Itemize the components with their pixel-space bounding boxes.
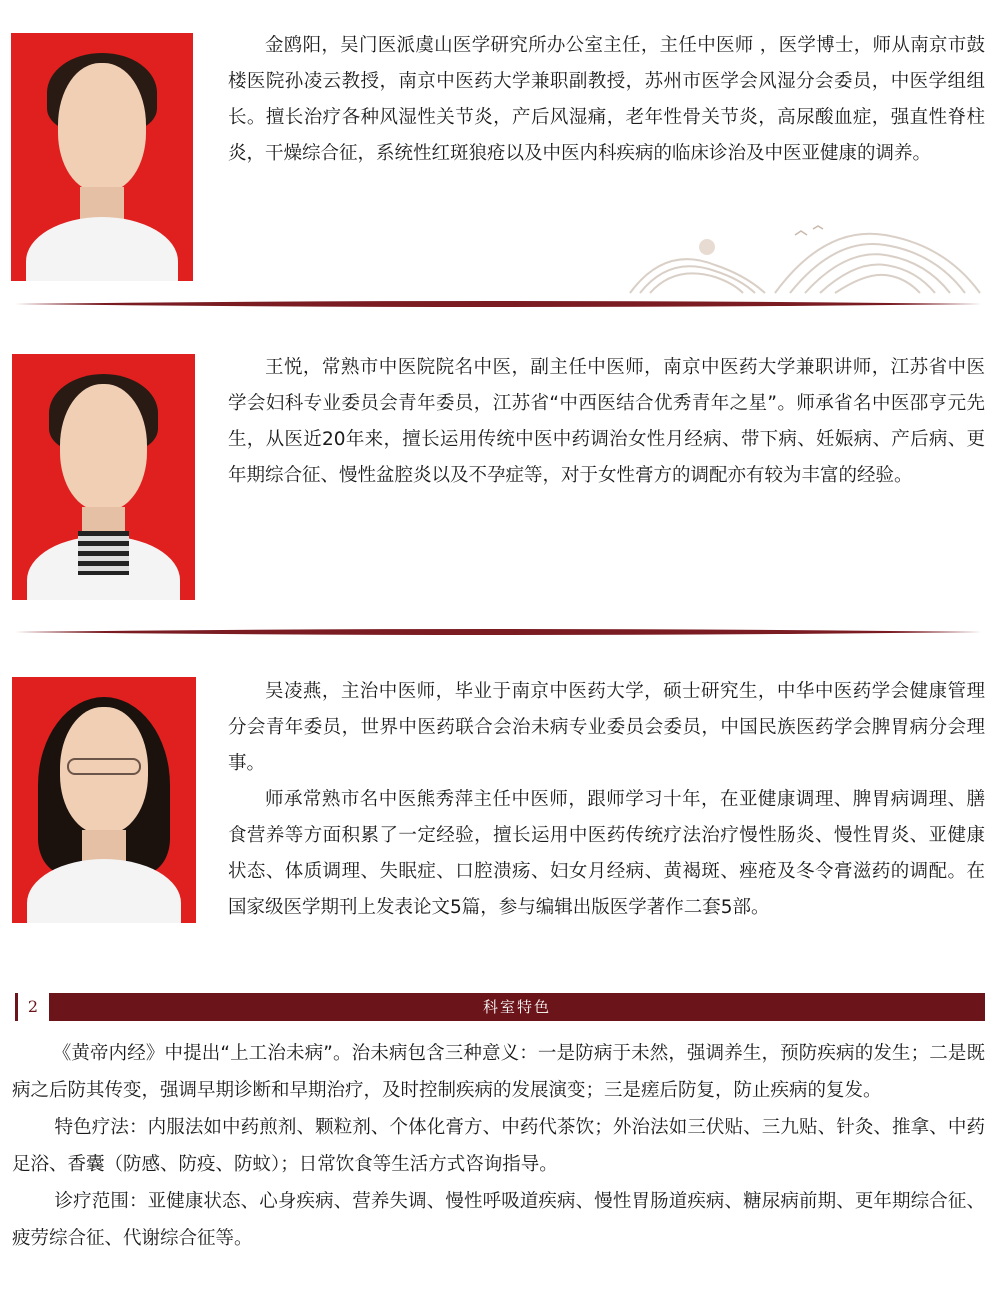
doctor-bio-3-text: 吴凌燕，主治中医师，毕业于南京中医药大学，硕士研究生，中华中医药学会健康管理分会青年委员，世界中医药联合会治未病专业委员会委员，中国民族医药学会脾胃病分会理事。 xyxy=(228,681,985,774)
wave-divider-1 xyxy=(15,300,982,306)
section-content xyxy=(12,1035,985,1257)
doctor-bio-3 xyxy=(228,674,985,926)
page-number: 2 xyxy=(15,993,48,1021)
section-title: 科室特色 xyxy=(482,998,551,1016)
striped-sweater-shape xyxy=(78,531,129,575)
section-title-bar xyxy=(49,993,985,1021)
doctor-photo-2 xyxy=(12,354,195,600)
glasses-shape xyxy=(67,758,141,775)
section-header xyxy=(15,993,985,1021)
doctor-bio-1 xyxy=(228,28,985,172)
wave-divider-2 xyxy=(15,628,982,634)
doctor-photo-3 xyxy=(12,677,196,923)
doctor-photo-1 xyxy=(11,33,193,281)
white-coat-shape xyxy=(26,217,179,281)
face-shape xyxy=(58,63,145,192)
face-shape xyxy=(60,384,148,512)
doctor-bio-3-text-2: 师承常熟市名中医熊秀萍主任中医师，跟师学习十年，在亚健康调理、脾胃病调理、膳食营养等方面积累了一定经验，擅长运用中医药传统疗法治疗慢性肠炎、慢性胃炎、亚健康状态、体质调理、失眠症、口腔溃疡、妇女月经病、黄褐斑、痤疮及冬令膏滋药的调配。在国家级医学期刊上发表论文5篇，参与编辑出版医学著作二套5部。 xyxy=(228,789,985,918)
feature-paragraph-2: 特色疗法：内服法如中药煎剂、颗粒剂、个体化膏方、中药代茶饮；外治法如三伏贴、三九贴、针灸、推拿、中药足浴、香囊（防感、防疫、防蚊）；日常饮食等生活方式咨询指导。 xyxy=(12,1117,985,1175)
feature-paragraph-1: 《黄帝内经》中提出“上工治未病”。治未病包含三种意义：一是防病于未然，强调养生，预防疾病的发生；二是既病之后防其传变，强调早期诊断和早期治疗，及时控制疾病的发展演变；三是瘥后防复，防止疾病的复发。 xyxy=(12,1043,985,1101)
mountain-wave-decoration xyxy=(625,205,985,295)
doctor-bio-2 xyxy=(228,350,985,494)
feature-paragraph-3: 诊疗范围：亚健康状态、心身疾病、营养失调、慢性呼吸道疾病、慢性胃肠道疾病、糖尿病前期、更年期综合征、疲劳综合征、代谢综合征等。 xyxy=(12,1191,985,1249)
doctor-bio-2-text: 王悦，常熟市中医院院名中医，副主任中医师，南京中医药大学兼职讲师，江苏省中医学会妇科专业委员会青年委员，江苏省“中西医结合优秀青年之星”。师承省名中医邵亨元先生，从医近20年来，擅长运用传统中医中药调治女性月经病、带下病、妊娠病、产后病、更年期综合征、慢性盆腔炎以及不孕症等，对于女性膏方的调配亦有较为丰富的经验。 xyxy=(228,357,985,486)
doctor-bio-1-text: 金鸥阳，吴门医派虞山医学研究所办公室主任，主任中医师 ，医学博士，师从南京市鼓楼医院孙凌云教授，南京中医药大学兼职副教授，苏州市医学会风湿分会委员，中医学组组长。擅长治疗各种风湿性关节炎，产后风湿痛，老年性骨关节炎，高尿酸血症，强直性脊柱炎，干燥综合征，系统性红斑狼疮以及中医内科疾病的临床诊治及中医亚健康的调养。 xyxy=(228,35,985,164)
